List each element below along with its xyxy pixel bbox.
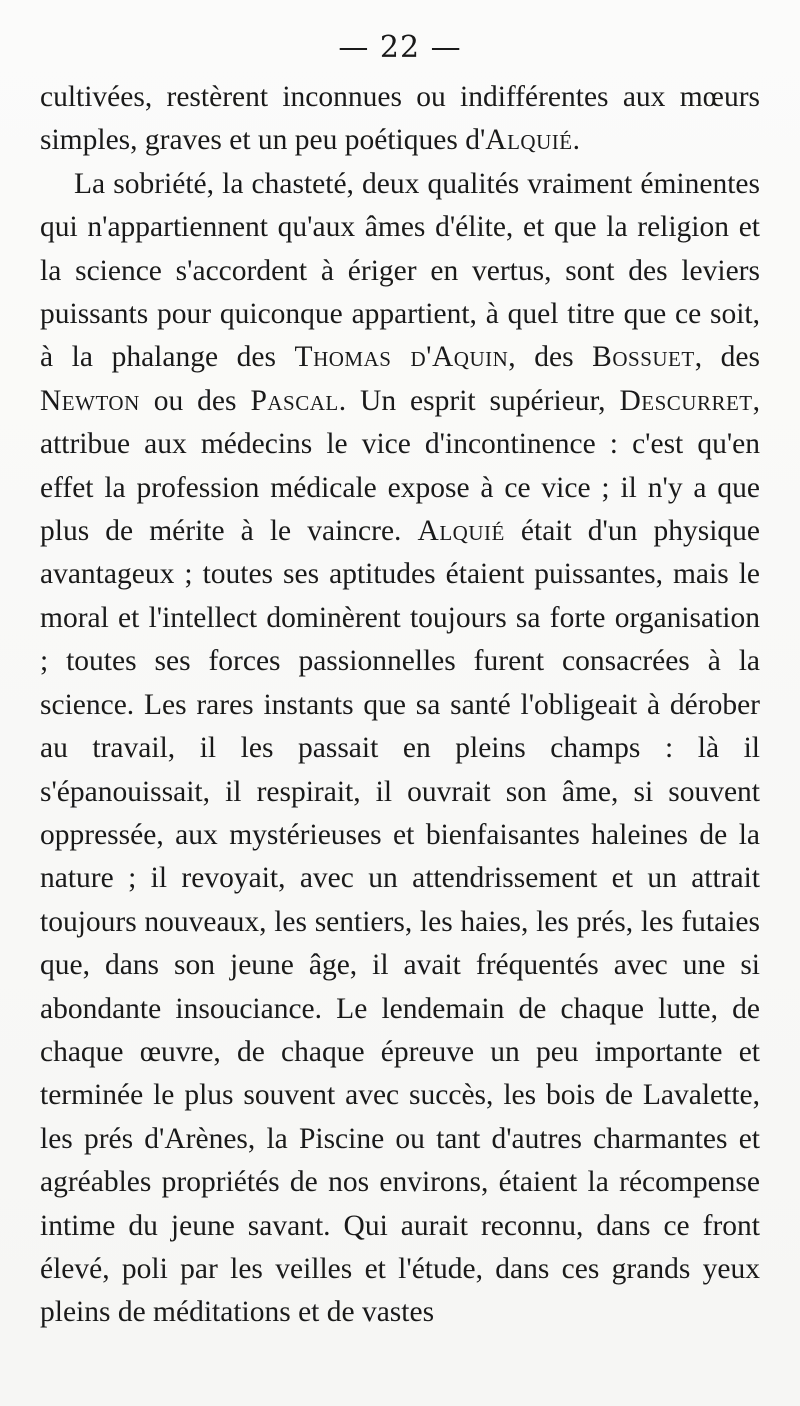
paragraph: [40, 76, 760, 163]
proper-name: Alquié: [417, 515, 505, 548]
text-run: , attribue aux médecins le vice d'incontinence : c'est qu'en effet la profession médicale expose à ce vice ; il n'y a que plus de mérite à le vaincre.: [40, 384, 760, 548]
text-run: , des: [694, 341, 760, 374]
paragraph: [40, 163, 760, 1335]
text-run: . Un esprit supérieur,: [338, 384, 620, 417]
proper-name: Newton: [40, 384, 140, 417]
page-number: — 22 —: [338, 30, 462, 65]
proper-name: Alquié: [485, 124, 573, 157]
text-run: .: [572, 124, 580, 157]
proper-name: Descurret: [619, 384, 753, 417]
body-text: [40, 76, 760, 1335]
text-run: était d'un physique avantageux ; toutes ses aptitudes étaient puissantes, mais le moral et l'intellect dominèrent toujours sa forte organisation ; toutes ses forces passionnelles furent consacrées à la science. Les rares instants que sa santé l'obligeait à dérober au travail, il les passait en pleins champs : là il s'épanouissait, il respirait, il ouvrait son âme, si souvent oppressée, aux mystérieuses et bienfaisantes haleines de la nature ; il revoyait, avec un attendrissement et un attrait toujours nouveaux, les sentiers, les haies, les prés, les futaies que, dans son jeune âge, il avait fréquentés avec une si abondante insouciance. Le lendemain de chaque lutte, de chaque œuvre, de chaque épreuve un peu importante et terminée le plus souvent avec succès, les bois de Lavalette, les prés d'Arènes, la Piscine ou tant d'autres charmantes et agréables propriétés de nos environs, étaient la récompense intime du jeune savant. Qui aurait reconnu, dans ce front élevé, poli par les veilles et l'étude, dans ces grands yeux pleins de méditations et de vastes: [40, 515, 760, 1329]
text-run: ou des: [139, 384, 251, 417]
proper-name: Pascal: [250, 384, 339, 417]
text-run: La sobriété, la chasteté, deux qualités vraiment éminentes qui n'appartiennent qu'aux âmes d'élite, et que la religion et la science s'accordent à ériger en vertus, sont des leviers puissants pour quiconque appartient, à quel titre que ce soit, à la phalange des: [40, 167, 760, 374]
proper-name: Bossuet: [592, 341, 695, 374]
text-run: cultivées, restèrent inconnues ou indifférentes aux mœurs simples, graves et un peu poétiques d': [40, 81, 760, 157]
proper-name: Thomas d'Aquin: [294, 341, 509, 374]
text-run: , des: [508, 341, 593, 374]
